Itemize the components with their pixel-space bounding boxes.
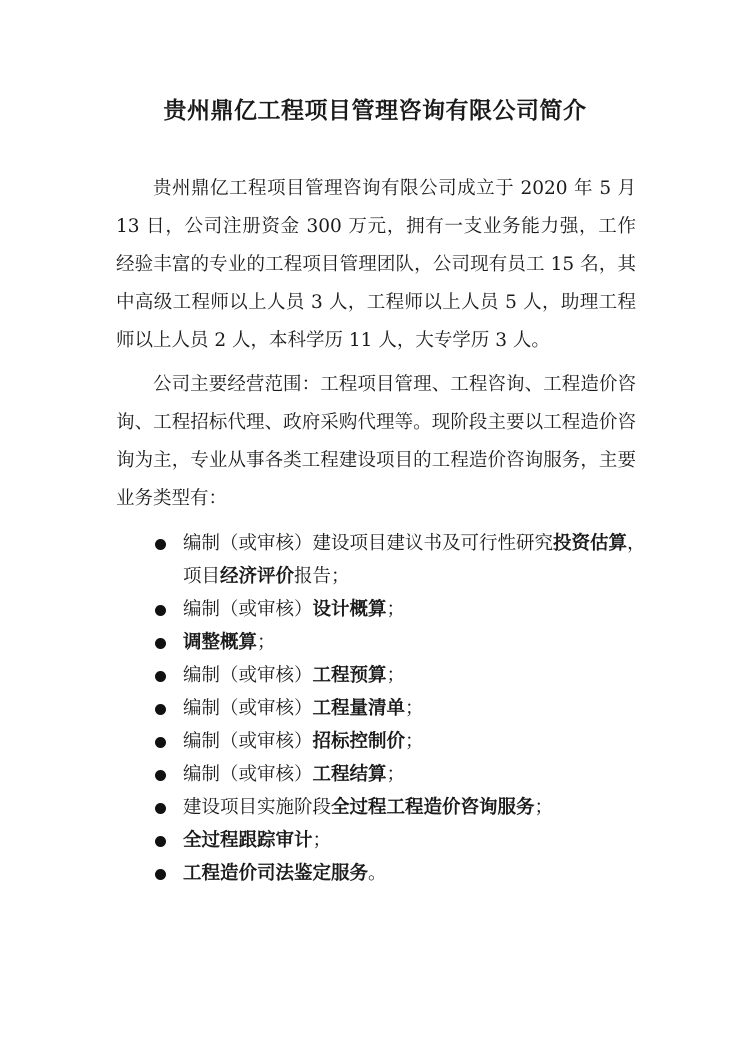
bullet-icon bbox=[155, 770, 166, 781]
service-text: ； bbox=[386, 599, 406, 620]
service-keyword: 设计概算 bbox=[312, 599, 387, 620]
service-text: ； bbox=[386, 764, 406, 785]
service-text: 编制（或审核） bbox=[183, 764, 313, 785]
service-keyword: 招标控制价 bbox=[312, 731, 406, 752]
service-list-item bbox=[0, 857, 750, 890]
bullet-icon bbox=[155, 605, 166, 616]
service-keyword: 工程预算 bbox=[312, 665, 387, 686]
service-text: ； bbox=[386, 665, 406, 686]
service-list-item bbox=[0, 758, 750, 791]
service-text: 编制（或审核） bbox=[183, 665, 313, 686]
bullet-icon bbox=[155, 836, 166, 847]
page-title: 贵州鼎亿工程项目管理咨询有限公司简介 bbox=[163, 98, 587, 124]
service-keyword: 全过程工程造价咨询服务 bbox=[331, 797, 535, 818]
service-keyword: 工程结算 bbox=[312, 764, 387, 785]
service-text: 报告； bbox=[294, 566, 350, 587]
service-list-item bbox=[0, 725, 750, 758]
service-text: ； bbox=[534, 797, 554, 818]
bullet-icon bbox=[155, 638, 166, 649]
service-text: ，项目 bbox=[183, 533, 646, 587]
service-keyword: 工程量清单 bbox=[312, 698, 406, 719]
service-list-item bbox=[0, 791, 750, 824]
bullet-icon bbox=[155, 671, 166, 682]
service-list-item bbox=[0, 659, 750, 692]
service-text: 。 bbox=[368, 863, 387, 884]
bullet-icon bbox=[155, 869, 166, 880]
service-text: 建设项目实施阶段 bbox=[183, 797, 332, 818]
service-list-item bbox=[0, 593, 750, 626]
business-scope-paragraph: 公司主要经营范围：工程项目管理、工程咨询、工程造价咨询、工程招标代理、政府采购代理等。现阶段主要以工程造价咨询为主，专业从事各类工程建设项目的工程造价咨询服务，主要业务类型有： bbox=[116, 374, 636, 509]
service-keyword: 经济评价 bbox=[220, 566, 295, 587]
service-keyword: 全过程跟踪审计 bbox=[183, 830, 313, 851]
intro-paragraph: 贵州鼎亿工程项目管理咨询有限公司成立于 2020 年 5 月 13 日，公司注册资金 300 万元，拥有一支业务能力强，工作经验丰富的专业的工程项目管理团队，公司现有员工 15 名，其中高级工程师以上人员 3 人，工程师以上人员 5 人，助理工程师以上人员 2 人，本科学历 11 人，大专学历 3 人。 bbox=[116, 178, 636, 351]
service-text: 编制（或审核） bbox=[183, 599, 313, 620]
service-text: ； bbox=[257, 632, 276, 653]
service-list-item bbox=[0, 692, 750, 725]
service-list-item bbox=[0, 626, 750, 659]
service-text: 编制（或审核） bbox=[183, 698, 313, 719]
service-text: ； bbox=[405, 731, 424, 752]
service-text: 编制（或审核） bbox=[183, 731, 313, 752]
service-list bbox=[0, 527, 750, 890]
service-keyword: 投资估算 bbox=[553, 533, 628, 554]
service-list-item bbox=[0, 527, 750, 593]
bullet-icon bbox=[155, 704, 166, 715]
bullet-icon bbox=[155, 539, 166, 550]
service-text: ； bbox=[405, 698, 424, 719]
bullet-icon bbox=[155, 803, 166, 814]
service-keyword: 调整概算 bbox=[183, 632, 258, 653]
bullet-icon bbox=[155, 737, 166, 748]
service-text: 编制（或审核）建设项目建议书及可行性研究 bbox=[183, 533, 554, 554]
service-text: ； bbox=[312, 830, 332, 851]
service-list-item bbox=[0, 824, 750, 857]
service-keyword: 工程造价司法鉴定服务 bbox=[183, 863, 369, 884]
